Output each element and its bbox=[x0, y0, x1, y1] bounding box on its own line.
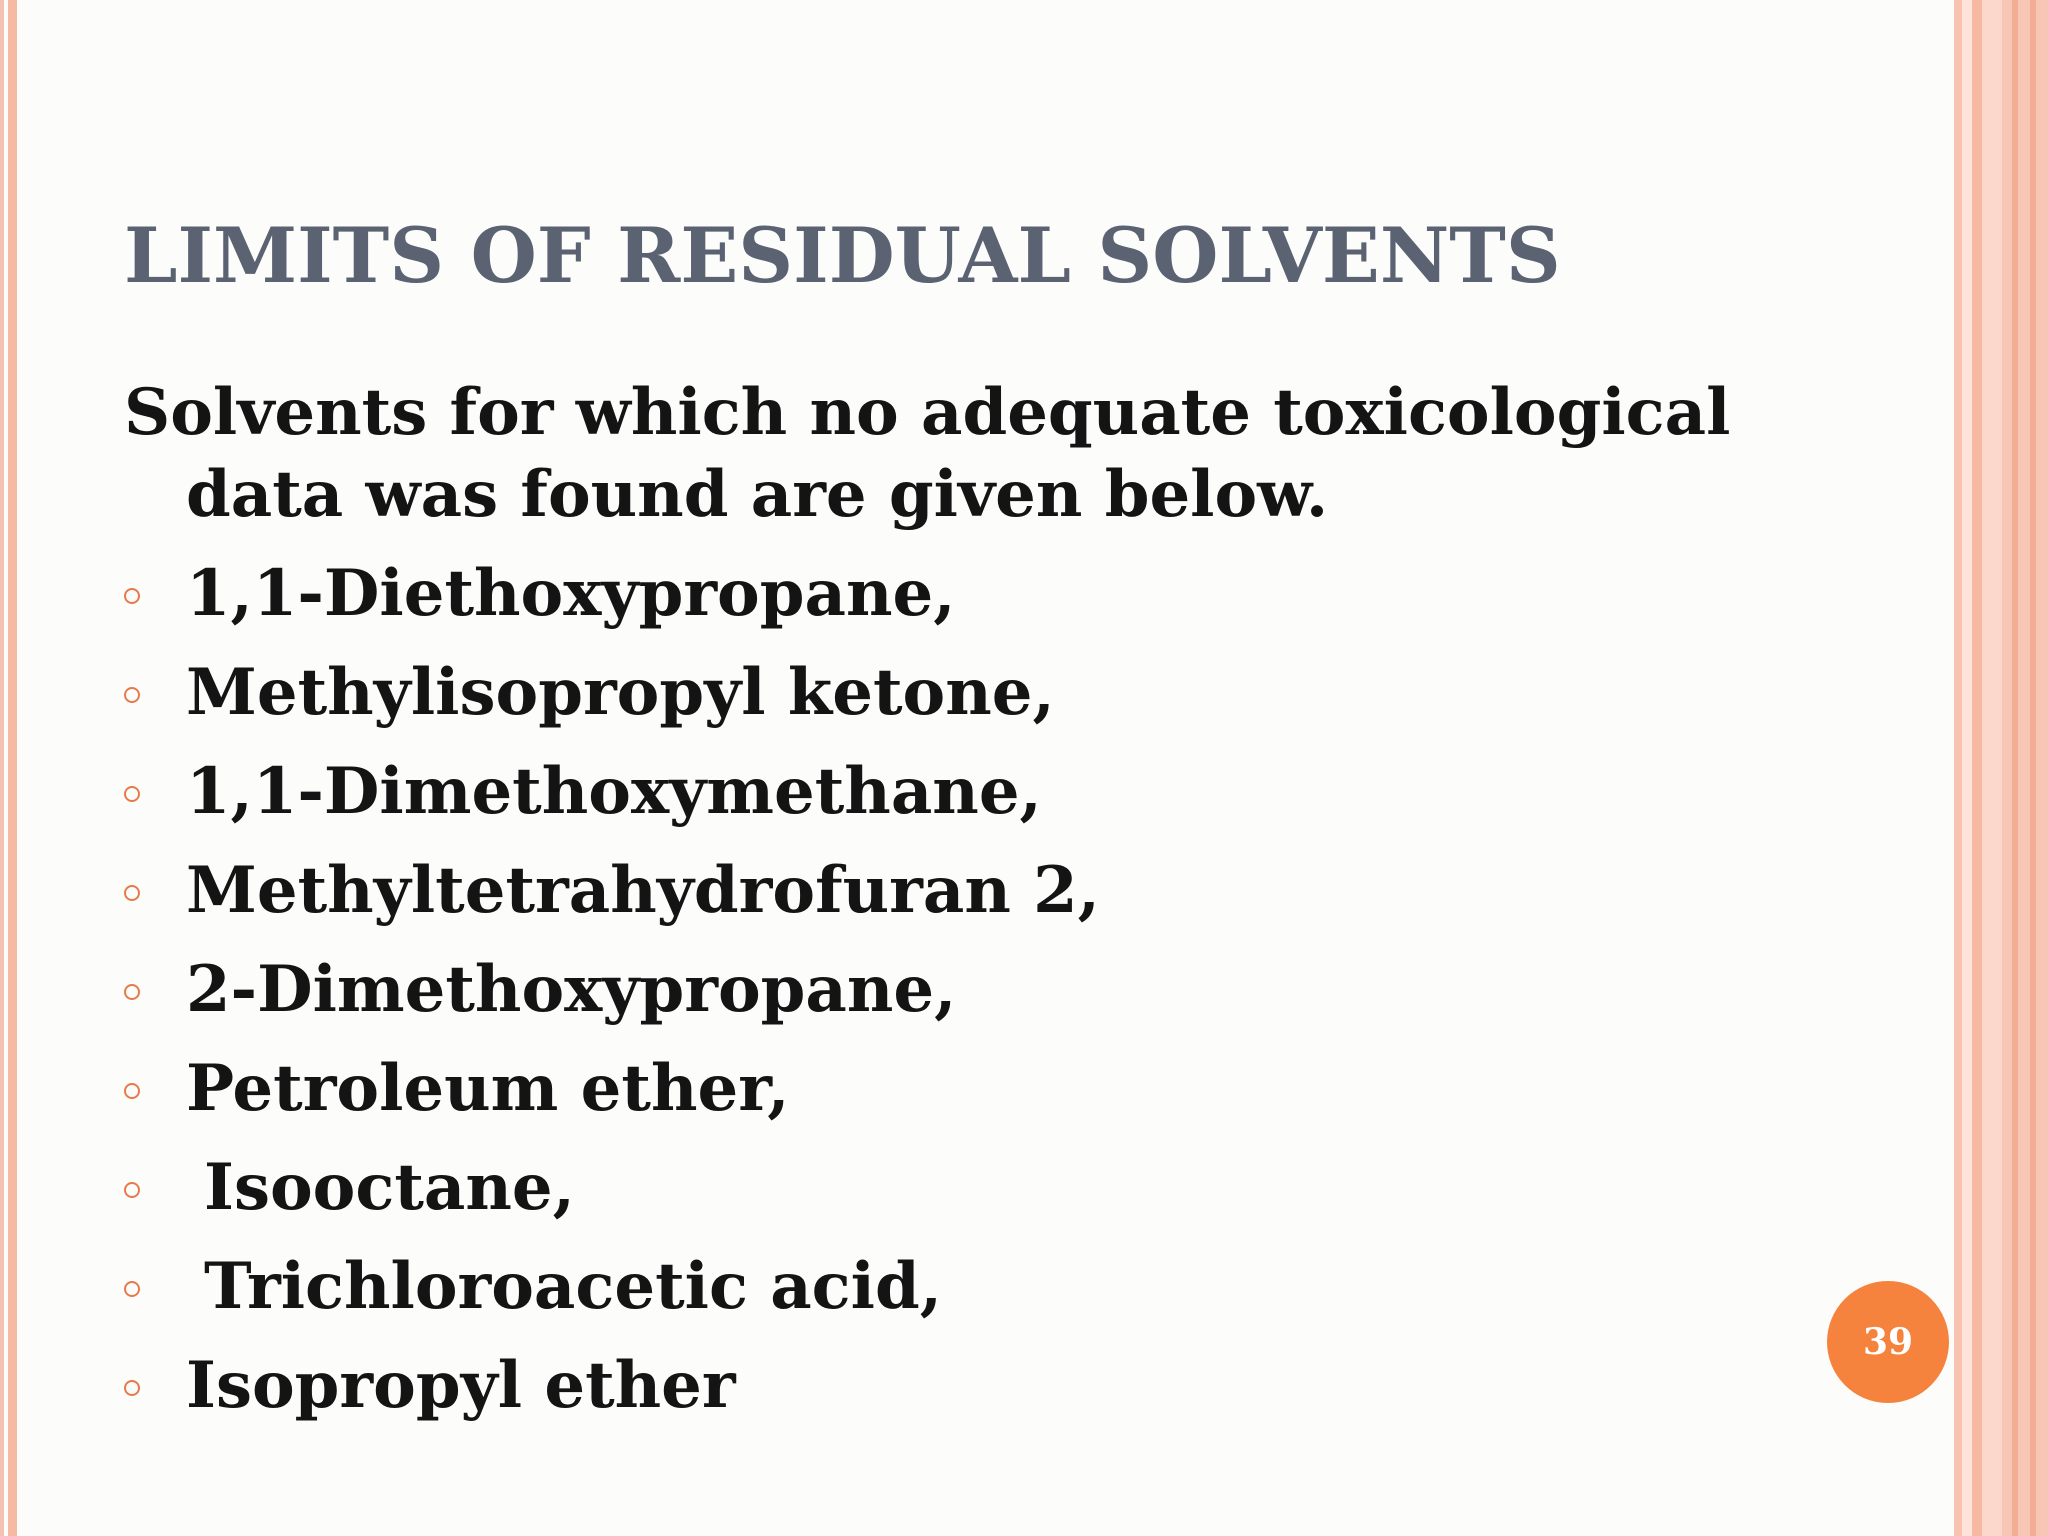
hollow-circle-bullet-icon bbox=[124, 1182, 140, 1198]
right-border-band bbox=[1982, 0, 2002, 1536]
hollow-circle-bullet-icon bbox=[124, 885, 140, 901]
page-number-badge: 39 bbox=[1827, 1281, 1949, 1403]
slide-title: LIMITS OF RESIDUAL SOLVENTS bbox=[124, 211, 1561, 300]
intro-paragraph bbox=[124, 372, 1764, 536]
list-item-text: 1,1-Dimethoxymethane, bbox=[186, 754, 1042, 829]
list-item-text: Methyltetrahydrofuran 2, bbox=[186, 853, 1100, 928]
list-item-text: Methylisopropyl ketone, bbox=[186, 655, 1055, 730]
right-border-band bbox=[1962, 0, 1972, 1536]
hollow-circle-bullet-icon bbox=[124, 1281, 140, 1297]
right-border-band bbox=[2012, 0, 2018, 1536]
right-border-band bbox=[2002, 0, 2048, 1536]
intro-line-2: data was found are given below. bbox=[186, 457, 1329, 532]
list-item-text: 1,1-Diethoxypropane, bbox=[186, 556, 956, 631]
list-item-text: Petroleum ether, bbox=[186, 1051, 790, 1126]
right-border-band bbox=[1972, 0, 1982, 1536]
list-item-text: Trichloroacetic acid, bbox=[204, 1249, 942, 1324]
hollow-circle-bullet-icon bbox=[124, 687, 140, 703]
hollow-circle-bullet-icon bbox=[124, 588, 140, 604]
left-border-stripe bbox=[0, 0, 4, 1536]
hollow-circle-bullet-icon bbox=[124, 984, 140, 1000]
right-border-band bbox=[2030, 0, 2036, 1536]
hollow-circle-bullet-icon bbox=[124, 1380, 140, 1396]
list-item-text: Isopropyl ether bbox=[186, 1348, 736, 1423]
list-item-text: 2-Dimethoxypropane, bbox=[186, 952, 957, 1027]
hollow-circle-bullet-icon bbox=[124, 786, 140, 802]
list-item-text: Isooctane, bbox=[204, 1150, 575, 1225]
right-border-band bbox=[1954, 0, 1962, 1536]
intro-line-1: Solvents for which no adequate toxicological bbox=[124, 375, 1731, 450]
left-border-stripe-inner bbox=[8, 0, 17, 1536]
hollow-circle-bullet-icon bbox=[124, 1083, 140, 1099]
